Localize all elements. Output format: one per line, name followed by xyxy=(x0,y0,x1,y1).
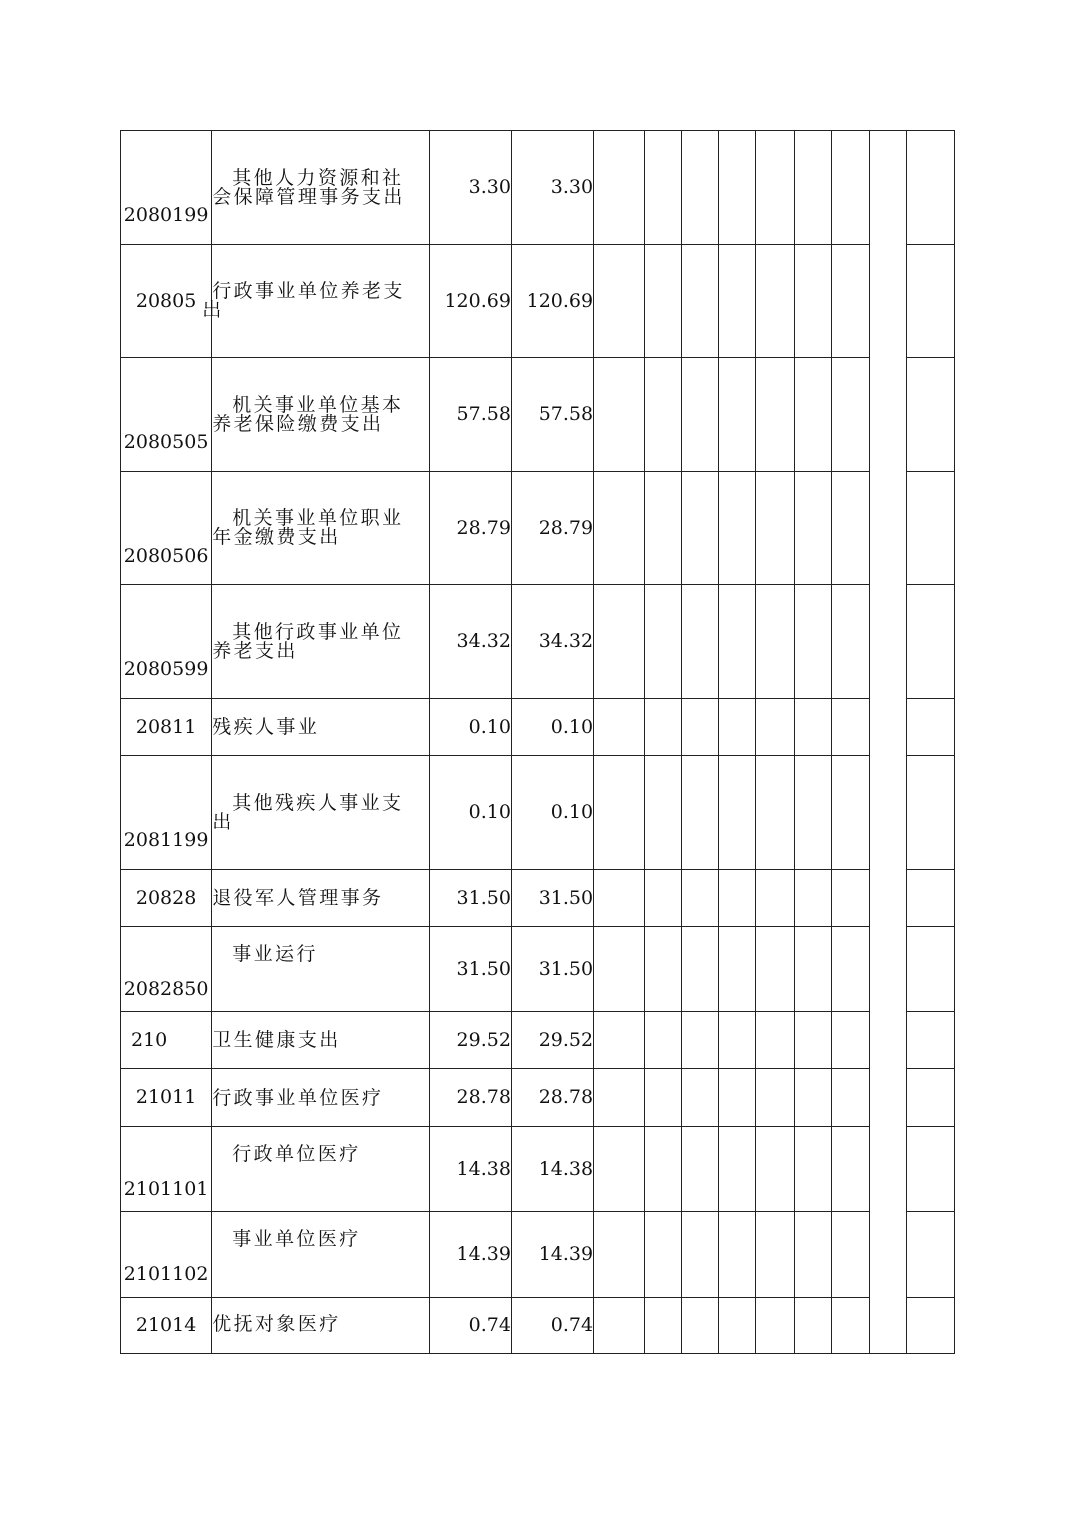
row-amount-basic: 14.38 xyxy=(511,1127,593,1212)
empty-cell xyxy=(794,585,831,699)
row-amount-basic: 28.79 xyxy=(511,472,593,585)
row-name xyxy=(212,927,430,1012)
row-code: 2080506 xyxy=(121,472,212,585)
row-amount-total: 28.78 xyxy=(429,1069,511,1127)
row-name-line1: 行政单位医疗 xyxy=(232,1143,361,1165)
row-name-line2: 养老保险缴费支出 xyxy=(212,412,384,435)
row-code: 2101102 xyxy=(121,1212,212,1298)
row-code: 210 xyxy=(121,1012,212,1069)
empty-cell xyxy=(831,245,869,358)
row-code: 20828 xyxy=(121,870,212,927)
row-name-line1: 优抚对象医疗 xyxy=(212,1313,341,1335)
empty-cell xyxy=(756,358,794,472)
empty-cell xyxy=(831,1069,869,1127)
empty-cell xyxy=(869,756,906,870)
row-amount-total: 0.10 xyxy=(429,756,511,870)
empty-cell xyxy=(794,245,831,358)
row-name-line2: 养老支出 xyxy=(212,639,298,662)
empty-cell xyxy=(682,1127,719,1212)
empty-cell xyxy=(682,756,719,870)
empty-cell xyxy=(794,1298,831,1354)
table-row xyxy=(121,1069,955,1127)
row-amount-total: 0.10 xyxy=(429,699,511,756)
empty-cell xyxy=(906,756,954,870)
empty-cell xyxy=(756,1127,794,1212)
empty-cell xyxy=(645,1127,682,1212)
row-amount-basic: 28.78 xyxy=(511,1069,593,1127)
row-amount-basic: 29.52 xyxy=(511,1012,593,1069)
empty-cell xyxy=(682,1069,719,1127)
row-amount-total: 3.30 xyxy=(429,131,511,245)
empty-cell xyxy=(756,1012,794,1069)
row-amount-total: 31.50 xyxy=(429,870,511,927)
row-name-line1: 行政事业单位医疗 xyxy=(212,1086,384,1109)
table-row xyxy=(121,699,955,756)
empty-cell xyxy=(756,870,794,927)
row-name xyxy=(212,585,430,699)
empty-cell xyxy=(756,131,794,245)
budget-expenditure-table xyxy=(120,130,955,1354)
empty-cell xyxy=(645,699,682,756)
empty-cell xyxy=(645,472,682,585)
empty-cell xyxy=(906,1127,954,1212)
empty-cell xyxy=(869,1298,906,1354)
row-name-line2: 会保障管理事务支出 xyxy=(212,185,405,208)
empty-cell xyxy=(645,245,682,358)
row-name xyxy=(202,245,430,358)
row-code: 20811 xyxy=(121,699,212,756)
table-row xyxy=(121,870,955,927)
row-code: 21011 xyxy=(121,1069,212,1127)
empty-cell xyxy=(719,358,756,472)
row-name-line2: 出 xyxy=(212,810,234,833)
empty-cell xyxy=(906,1298,954,1354)
empty-cell xyxy=(831,131,869,245)
empty-cell xyxy=(831,927,869,1012)
row-name-line1: 其他残疾人事业支 xyxy=(232,791,404,814)
empty-cell xyxy=(869,1069,906,1127)
row-name xyxy=(212,472,430,585)
row-code: 2101101 xyxy=(121,1127,212,1212)
empty-cell xyxy=(869,1012,906,1069)
row-amount-total: 14.38 xyxy=(429,1127,511,1212)
row-name-line1: 行政事业单位养老支 xyxy=(212,280,405,302)
row-name xyxy=(212,131,430,245)
empty-cell xyxy=(645,358,682,472)
empty-cell xyxy=(645,756,682,870)
empty-cell xyxy=(869,245,906,358)
empty-cell xyxy=(831,870,869,927)
table-row xyxy=(121,1298,955,1354)
empty-cell xyxy=(682,585,719,699)
row-code: 2080505 xyxy=(121,358,212,472)
row-name xyxy=(212,756,430,870)
row-name-line1: 事业运行 xyxy=(232,943,318,965)
empty-cell xyxy=(794,358,831,472)
empty-cell xyxy=(645,1012,682,1069)
empty-cell xyxy=(719,756,756,870)
empty-cell xyxy=(594,1127,645,1212)
empty-cell xyxy=(906,245,954,358)
empty-cell xyxy=(594,756,645,870)
empty-cell xyxy=(831,1212,869,1298)
empty-cell xyxy=(719,699,756,756)
row-name xyxy=(212,358,430,472)
empty-cell xyxy=(831,1127,869,1212)
table-row xyxy=(121,1012,955,1069)
row-code: 20805 xyxy=(121,245,212,358)
row-name-line2: 年金缴费支出 xyxy=(212,526,341,548)
empty-cell xyxy=(594,358,645,472)
empty-cell xyxy=(831,1298,869,1354)
empty-cell xyxy=(719,1127,756,1212)
row-name-line2: 出 xyxy=(202,299,224,321)
empty-cell xyxy=(756,927,794,1012)
row-amount-basic: 0.10 xyxy=(511,699,593,756)
empty-cell xyxy=(906,472,954,585)
row-name xyxy=(212,870,430,927)
empty-cell xyxy=(906,927,954,1012)
empty-cell xyxy=(682,131,719,245)
empty-cell xyxy=(794,870,831,927)
empty-cell xyxy=(594,585,645,699)
empty-cell xyxy=(869,927,906,1012)
empty-cell xyxy=(869,585,906,699)
empty-cell xyxy=(594,1069,645,1127)
empty-cell xyxy=(594,1012,645,1069)
empty-cell xyxy=(756,1298,794,1354)
table-row xyxy=(121,1127,955,1212)
row-name xyxy=(212,1012,430,1069)
empty-cell xyxy=(869,870,906,927)
empty-cell xyxy=(719,131,756,245)
empty-cell xyxy=(831,472,869,585)
table-row xyxy=(121,131,955,245)
table-row xyxy=(121,585,955,699)
empty-cell xyxy=(794,1012,831,1069)
empty-cell xyxy=(756,1069,794,1127)
row-name-line1: 机关事业单位基本 xyxy=(232,393,404,416)
empty-cell xyxy=(831,358,869,472)
empty-cell xyxy=(756,1212,794,1298)
empty-cell xyxy=(906,358,954,472)
empty-cell xyxy=(756,472,794,585)
empty-cell xyxy=(719,1069,756,1127)
empty-cell xyxy=(719,870,756,927)
empty-cell xyxy=(682,245,719,358)
empty-cell xyxy=(594,472,645,585)
row-name xyxy=(212,1212,430,1298)
empty-cell xyxy=(719,1212,756,1298)
empty-cell xyxy=(682,1212,719,1298)
empty-cell xyxy=(719,472,756,585)
empty-cell xyxy=(682,472,719,585)
row-amount-total: 14.39 xyxy=(429,1212,511,1298)
row-name xyxy=(212,1127,430,1212)
row-amount-total: 57.58 xyxy=(429,358,511,472)
empty-cell xyxy=(756,699,794,756)
empty-cell xyxy=(794,472,831,585)
row-name-line1: 残疾人事业 xyxy=(212,716,320,738)
empty-cell xyxy=(906,1012,954,1069)
row-amount-total: 0.74 xyxy=(429,1298,511,1354)
table-row xyxy=(121,927,955,1012)
table-row xyxy=(121,472,955,585)
empty-cell xyxy=(645,927,682,1012)
empty-cell xyxy=(906,699,954,756)
row-code: 2080599 xyxy=(121,585,212,699)
empty-cell xyxy=(756,245,794,358)
row-amount-basic: 14.39 xyxy=(511,1212,593,1298)
empty-cell xyxy=(645,870,682,927)
empty-cell xyxy=(756,756,794,870)
row-amount-basic: 0.10 xyxy=(511,756,593,870)
empty-cell xyxy=(719,1298,756,1354)
empty-cell xyxy=(794,1069,831,1127)
empty-cell xyxy=(794,756,831,870)
empty-cell xyxy=(869,1127,906,1212)
empty-cell xyxy=(594,870,645,927)
row-name-line1: 事业单位医疗 xyxy=(232,1228,361,1250)
row-amount-basic: 31.50 xyxy=(511,927,593,1012)
row-amount-basic: 31.50 xyxy=(511,870,593,927)
row-amount-basic: 0.74 xyxy=(511,1298,593,1354)
empty-cell xyxy=(682,1298,719,1354)
empty-cell xyxy=(794,699,831,756)
empty-cell xyxy=(719,245,756,358)
empty-cell xyxy=(906,131,954,245)
empty-cell xyxy=(594,699,645,756)
row-amount-total: 29.52 xyxy=(429,1012,511,1069)
row-amount-basic: 3.30 xyxy=(511,131,593,245)
row-code: 2082850 xyxy=(121,927,212,1012)
empty-cell xyxy=(682,358,719,472)
empty-cell xyxy=(594,927,645,1012)
empty-cell xyxy=(682,927,719,1012)
row-amount-basic: 57.58 xyxy=(511,358,593,472)
row-amount-total: 31.50 xyxy=(429,927,511,1012)
empty-cell xyxy=(869,358,906,472)
row-name-line1: 卫生健康支出 xyxy=(212,1029,341,1051)
empty-cell xyxy=(645,1212,682,1298)
empty-cell xyxy=(906,870,954,927)
table-row xyxy=(121,358,955,472)
empty-cell xyxy=(831,756,869,870)
empty-cell xyxy=(594,245,645,358)
row-code: 21014 xyxy=(121,1298,212,1354)
empty-cell xyxy=(756,585,794,699)
row-amount-total: 34.32 xyxy=(429,585,511,699)
empty-cell xyxy=(682,1012,719,1069)
empty-cell xyxy=(645,585,682,699)
row-name-line1: 退役军人管理事务 xyxy=(212,887,384,909)
empty-cell xyxy=(719,585,756,699)
empty-cell xyxy=(794,1212,831,1298)
empty-cell xyxy=(869,1212,906,1298)
empty-cell xyxy=(594,131,645,245)
table-row xyxy=(121,245,955,358)
empty-cell xyxy=(645,131,682,245)
empty-cell xyxy=(594,1212,645,1298)
empty-cell xyxy=(906,585,954,699)
row-code: 2080199 xyxy=(121,131,212,245)
empty-cell xyxy=(831,1012,869,1069)
empty-cell xyxy=(869,131,906,245)
empty-cell xyxy=(906,1212,954,1298)
empty-cell xyxy=(831,585,869,699)
row-amount-basic: 120.69 xyxy=(511,245,593,358)
empty-cell xyxy=(869,472,906,585)
row-amount-total: 120.69 xyxy=(429,245,511,358)
row-name-line1: 其他行政事业单位 xyxy=(232,620,404,643)
empty-cell xyxy=(794,131,831,245)
empty-cell xyxy=(719,1012,756,1069)
empty-cell xyxy=(831,699,869,756)
empty-cell xyxy=(682,699,719,756)
empty-cell xyxy=(719,927,756,1012)
empty-cell xyxy=(794,1127,831,1212)
empty-cell xyxy=(682,870,719,927)
row-amount-total: 28.79 xyxy=(429,472,511,585)
empty-cell xyxy=(794,927,831,1012)
row-amount-basic: 34.32 xyxy=(511,585,593,699)
row-name-line1: 机关事业单位职业 xyxy=(232,507,404,529)
empty-cell xyxy=(906,1069,954,1127)
empty-cell xyxy=(869,699,906,756)
row-name xyxy=(212,699,430,756)
table-row xyxy=(121,756,955,870)
row-name xyxy=(212,1069,430,1127)
empty-cell xyxy=(645,1298,682,1354)
empty-cell xyxy=(645,1069,682,1127)
row-name-line1: 其他人力资源和社 xyxy=(232,166,404,189)
row-code: 2081199 xyxy=(121,756,212,870)
table-row xyxy=(121,1212,955,1298)
empty-cell xyxy=(594,1298,645,1354)
row-name xyxy=(212,1298,430,1354)
